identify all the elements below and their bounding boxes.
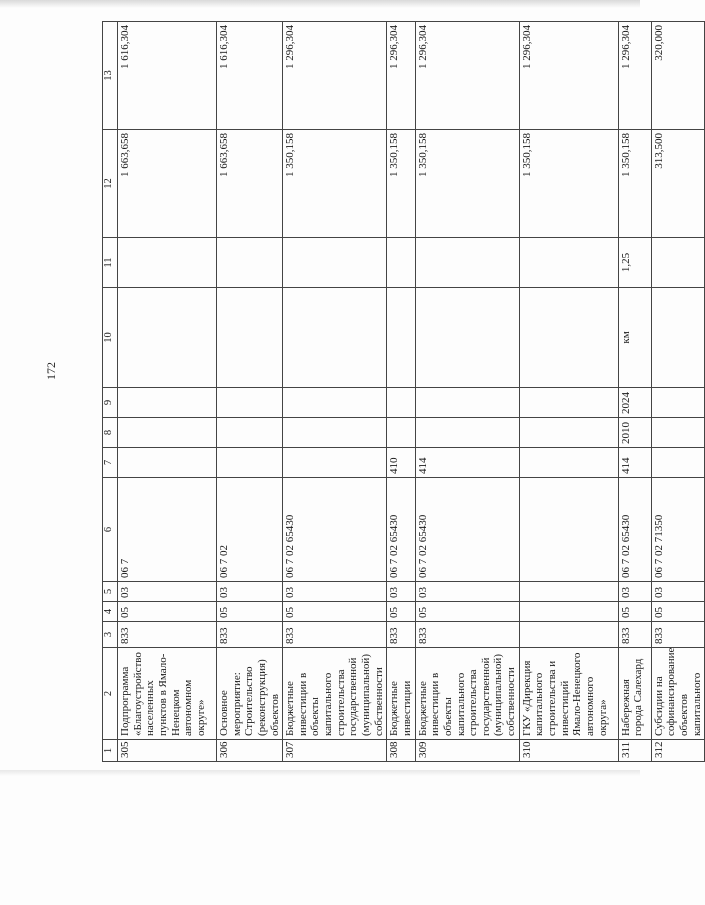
cell-c4: 05	[387, 602, 415, 622]
cell-c6: 06 7 02 65430	[387, 478, 415, 582]
table-row	[118, 22, 217, 762]
col-header-6: 6	[103, 478, 118, 582]
row-name: ГКУ «Дирекция капитального строительства и инвестиций Ямало-Ненецкого автономного округа»	[519, 648, 618, 740]
cell-c5: 03	[387, 582, 415, 602]
cell-c7	[118, 448, 217, 478]
cell-c7: 410	[387, 448, 415, 478]
row-name: Субсидии на софинансирование объектов капитального	[651, 648, 705, 740]
row-name: Бюджетные инвестиции в объекты капитального строительства государственной (муниципальной) собственности	[283, 648, 387, 740]
cell-c12: 1 350,158	[618, 130, 651, 238]
col-header-9: 9	[103, 388, 118, 418]
cell-c10	[283, 288, 387, 388]
cell-c11	[651, 238, 705, 288]
cell-c8	[217, 418, 283, 448]
cell-c12: 1 663,658	[118, 130, 217, 238]
cell-c7	[651, 448, 705, 478]
cell-c10	[118, 288, 217, 388]
cell-c6: 06 7 02 65430	[283, 478, 387, 582]
cell-c9	[217, 388, 283, 418]
row-number: 312	[651, 740, 705, 762]
cell-c3: 833	[217, 622, 283, 648]
col-header-7: 7	[103, 448, 118, 478]
col-header-1: 1	[103, 740, 118, 762]
col-header-11: 11	[103, 238, 118, 288]
row-number: 305	[118, 740, 217, 762]
cell-c7	[217, 448, 283, 478]
cell-c10: км	[618, 288, 651, 388]
cell-c8	[519, 418, 618, 448]
cell-c13: 1 616,304	[217, 22, 283, 130]
cell-c5: 03	[651, 582, 705, 602]
cell-c5: 03	[217, 582, 283, 602]
row-name: Бюджетные инвестиции	[387, 648, 415, 740]
row-number: 308	[387, 740, 415, 762]
cell-c6: 06 7 02 71350	[651, 478, 705, 582]
table-row	[651, 22, 705, 762]
cell-c8	[651, 418, 705, 448]
col-header-5: 5	[103, 582, 118, 602]
cell-c12: 1 350,158	[519, 130, 618, 238]
table-row	[415, 22, 519, 762]
row-number: 310	[519, 740, 618, 762]
row-number: 307	[283, 740, 387, 762]
cell-c3: 833	[283, 622, 387, 648]
cell-c9: 2024	[618, 388, 651, 418]
cell-c5: 03	[415, 582, 519, 602]
header-row	[103, 22, 118, 762]
col-header-4: 4	[103, 602, 118, 622]
col-header-12: 12	[103, 130, 118, 238]
col-header-2: 2	[103, 648, 118, 740]
budget-table	[102, 21, 705, 762]
cell-c6: 06 7 02	[217, 478, 283, 582]
table-row	[217, 22, 283, 762]
table-row	[519, 22, 618, 762]
cell-c11: 1,25	[618, 238, 651, 288]
cell-c8	[118, 418, 217, 448]
cell-c11	[519, 238, 618, 288]
cell-c4: 05	[415, 602, 519, 622]
cell-c10	[387, 288, 415, 388]
cell-c3: 833	[651, 622, 705, 648]
cell-c9	[651, 388, 705, 418]
col-header-13: 13	[103, 22, 118, 130]
cell-c10	[651, 288, 705, 388]
cell-c12: 1 663,658	[217, 130, 283, 238]
table-row	[387, 22, 415, 762]
cell-c6	[519, 478, 618, 582]
cell-c11	[283, 238, 387, 288]
row-name: Бюджетные инвестиции в объекты капитального строительства государственной (муниципальной) собственности	[415, 648, 519, 740]
cell-c9	[519, 388, 618, 418]
cell-c7	[519, 448, 618, 478]
cell-c4: 05	[217, 602, 283, 622]
cell-c9	[387, 388, 415, 418]
cell-c12: 1 350,158	[415, 130, 519, 238]
cell-c8: 2010	[618, 418, 651, 448]
cell-c13: 1 296,304	[618, 22, 651, 130]
scan-top-shadow	[0, 0, 640, 8]
cell-c10	[415, 288, 519, 388]
cell-c9	[283, 388, 387, 418]
row-number: 306	[217, 740, 283, 762]
cell-c4: 05	[283, 602, 387, 622]
cell-c5	[519, 582, 618, 602]
cell-c11	[387, 238, 415, 288]
cell-c8	[283, 418, 387, 448]
cell-c3: 833	[415, 622, 519, 648]
cell-c7: 414	[618, 448, 651, 478]
col-header-8: 8	[103, 418, 118, 448]
cell-c3	[519, 622, 618, 648]
cell-c13: 1 296,304	[283, 22, 387, 130]
cell-c4: 05	[651, 602, 705, 622]
cell-c3: 833	[387, 622, 415, 648]
cell-c5: 03	[118, 582, 217, 602]
cell-c9	[415, 388, 519, 418]
row-number: 311	[618, 740, 651, 762]
cell-c11	[415, 238, 519, 288]
row-name: Набережная города Салехард	[618, 648, 651, 740]
cell-c12: 1 350,158	[387, 130, 415, 238]
cell-c13: 1 296,304	[519, 22, 618, 130]
cell-c8	[415, 418, 519, 448]
cell-c8	[387, 418, 415, 448]
page-number: 172	[44, 362, 58, 380]
cell-c12: 313,500	[651, 130, 705, 238]
cell-c6: 06 7 02 65430	[618, 478, 651, 582]
table-row	[618, 22, 651, 762]
cell-c9	[118, 388, 217, 418]
cell-c13: 1 296,304	[415, 22, 519, 130]
row-number: 309	[415, 740, 519, 762]
cell-c4: 05	[618, 602, 651, 622]
cell-c12: 1 350,158	[283, 130, 387, 238]
cell-c7	[283, 448, 387, 478]
cell-c10	[217, 288, 283, 388]
cell-c13: 1 296,304	[387, 22, 415, 130]
col-header-10: 10	[103, 288, 118, 388]
col-header-3: 3	[103, 622, 118, 648]
cell-c11	[118, 238, 217, 288]
cell-c3: 833	[618, 622, 651, 648]
cell-c6: 06 7	[118, 478, 217, 582]
cell-c4: 05	[118, 602, 217, 622]
scan-bottom-shadow	[0, 770, 640, 776]
cell-c4	[519, 602, 618, 622]
cell-c11	[217, 238, 283, 288]
cell-c7: 414	[415, 448, 519, 478]
row-name: Подпрограмма «Благоустройство населенных пунктов в Ямало-Ненецком автономном округе»	[118, 648, 217, 740]
cell-c5: 03	[618, 582, 651, 602]
budget-table-rotated	[102, 22, 703, 762]
row-name: Основное мероприятие: Строительство (реконструкция) объектов	[217, 648, 283, 740]
cell-c13: 1 616,304	[118, 22, 217, 130]
cell-c3: 833	[118, 622, 217, 648]
cell-c5: 03	[283, 582, 387, 602]
cell-c10	[519, 288, 618, 388]
cell-c13: 320,000	[651, 22, 705, 130]
cell-c6: 06 7 02 65430	[415, 478, 519, 582]
table-row	[283, 22, 387, 762]
